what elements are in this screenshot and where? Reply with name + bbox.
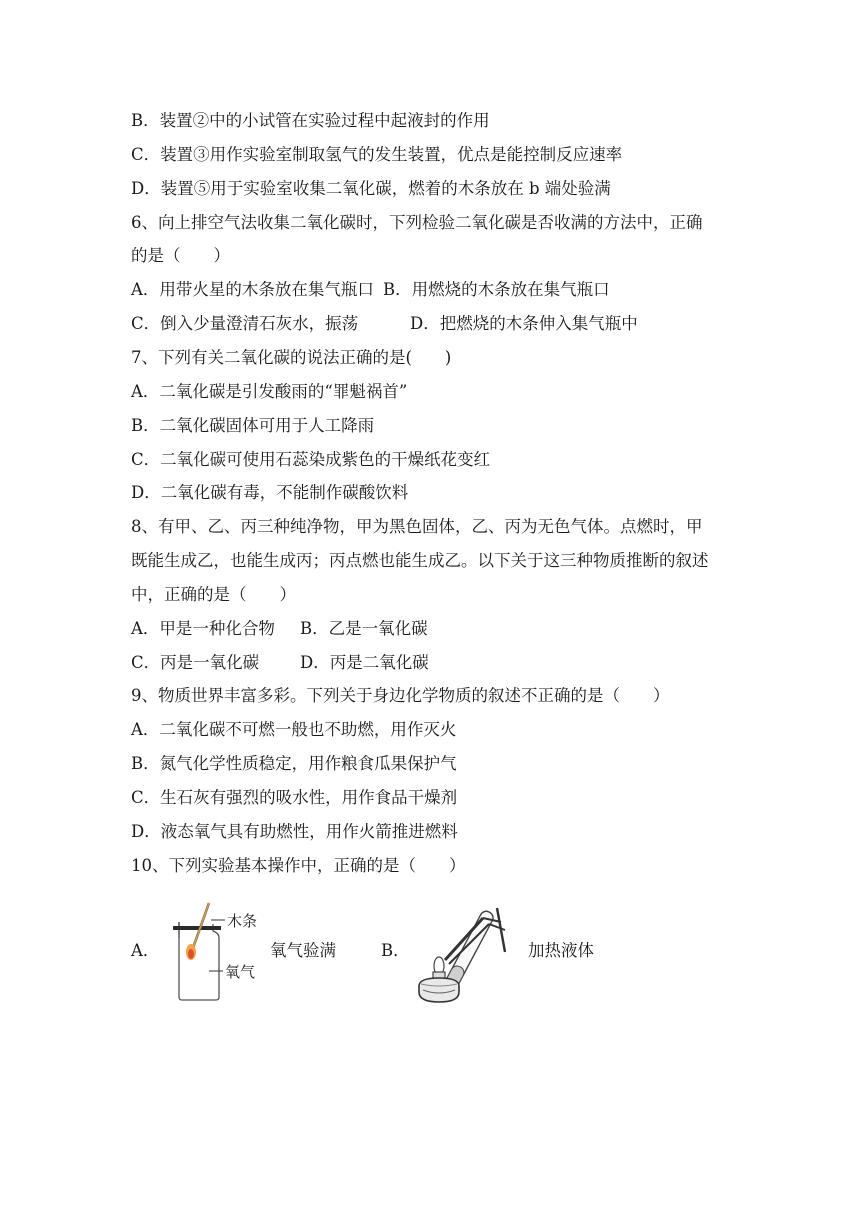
q8-stem-line2: 既能生成乙，也能生成丙；丙点燃也能生成乙。以下关于这三种物质推断的叙述 xyxy=(131,551,709,570)
heating-liquid-illustration xyxy=(409,900,519,1008)
q5-option-d: D．装置⑤用于实验室收集二氧化碳，燃着的木条放在 b 端处验满 xyxy=(131,179,611,198)
q7-option-b: B．二氧化碳固体可用于人工降雨 xyxy=(131,416,375,435)
q8-stem-line3: 中，正确的是（ ） xyxy=(131,585,296,604)
label-wooden-stick: 木条 xyxy=(227,912,258,930)
q9-option-d: D．液态氧气具有助燃性，用作火箭推进燃料 xyxy=(131,822,458,841)
q7-option-a: A．二氧化碳是引发酸雨的“罪魁祸首” xyxy=(131,382,408,401)
q5-option-b: B．装置②中的小试管在实验过程中起液封的作用 xyxy=(131,111,490,130)
q10-figure-row xyxy=(131,900,651,1010)
q7-option-c: C．二氧化碳可使用石蕊染成紫色的干燥纸花变红 xyxy=(131,450,491,469)
q6-option-c: C．倒入少量澄清石灰水，振荡 xyxy=(131,314,359,333)
q5-option-c: C．装置③用作实验室制取氢气的发生装置，优点是能控制反应速率 xyxy=(131,145,623,164)
q10-option-a-caption: 氧气验满 xyxy=(270,941,336,960)
q6-stem-line2: 的是（ ） xyxy=(131,246,230,265)
q9-option-c: C．生石灰有强烈的吸水性，用作食品干燥剂 xyxy=(131,788,458,807)
q6-option-d: D．把燃烧的木条伸入集气瓶中 xyxy=(410,314,638,333)
q8-stem-line1: 8、有甲、乙、丙三种纯净物，甲为黑色固体，乙、丙为无色气体。点燃时，甲 xyxy=(131,517,703,536)
q7-option-d: D．二氧化碳有毒，不能制作碳酸饮料 xyxy=(131,483,409,502)
q6-stem-line1: 6、向上排空气法收集二氧化碳时，下列检验二氧化碳是否收满的方法中，正确 xyxy=(131,213,703,232)
q8-option-b: B．乙是一氧化碳 xyxy=(300,619,428,638)
q6-option-b: B．用燃烧的木条放在集气瓶口 xyxy=(383,280,610,299)
glass-plate xyxy=(173,926,221,930)
q8-option-c: C．丙是一氧化碳 xyxy=(131,653,260,672)
q10-stem: 10、下列实验基本操作中，正确的是（ ） xyxy=(131,856,466,875)
alcohol-lamp xyxy=(419,978,459,1002)
q8-option-d: D．丙是二氧化碳 xyxy=(300,653,429,672)
oxygen-test-illustration xyxy=(165,900,275,1005)
q10-option-b-caption: 加热液体 xyxy=(528,941,594,960)
q9-option-a: A．二氧化碳不可燃一般也不助燃，用作灭火 xyxy=(131,720,457,739)
q7-stem: 7、下列有关二氧化碳的说法正确的是( ) xyxy=(131,348,452,367)
q9-stem: 9、物质世界丰富多彩。下列关于身边化学物质的叙述不正确的是（ ） xyxy=(131,686,670,705)
q9-option-b: B．氮气化学性质稳定，用作粮食瓜果保护气 xyxy=(131,754,457,773)
q10-option-b-letter: B． xyxy=(381,941,410,960)
q8-option-a: A．甲是一种化合物 xyxy=(131,619,275,638)
label-oxygen: 氧气 xyxy=(225,963,256,981)
q6-option-a: A．用带火星的木条放在集气瓶口 xyxy=(131,280,374,299)
q10-option-a-letter: A． xyxy=(131,941,160,960)
